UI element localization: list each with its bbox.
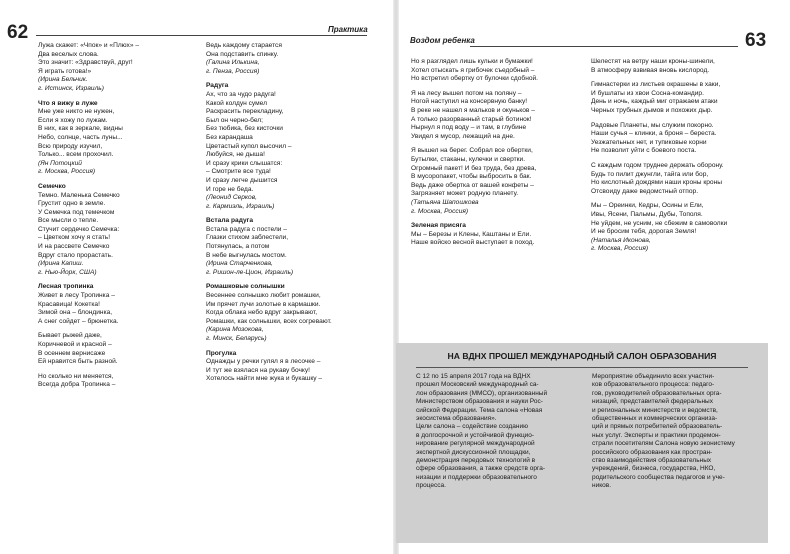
poem-line: Будь то пилит джунгли, тайга или бор, xyxy=(591,170,709,178)
poem-line: В них, как в зеркале, видны xyxy=(38,125,123,133)
poem-title: Ромашковые солнышки xyxy=(206,283,285,291)
news-text-line: Министерством образования и науки Рос- xyxy=(416,398,543,406)
poem-author: (Ян Потоцкий xyxy=(38,159,82,167)
poem-line: Темно. Маленька Семечко xyxy=(38,191,120,199)
poem-place: г. Кармиэль, Израиль) xyxy=(206,202,275,210)
right-column-1 xyxy=(411,58,581,248)
news-text-line: сфере образования, а также средств орга- xyxy=(416,465,546,473)
news-text-line: нирование регулярной международной xyxy=(416,440,535,448)
news-text-line: процесса. xyxy=(416,482,446,490)
poem-line: Любуйся, не дыша! xyxy=(206,151,265,159)
news-text-line: в долгосрочной и устойчивой функцио- xyxy=(416,431,535,439)
news-text-line: низации и поддержки образовательного xyxy=(416,473,537,481)
poem-line: С каждым годом труднее держать оборону. xyxy=(591,161,724,169)
poem-line: Бутылки, стаканы, кулечки и свертки. xyxy=(411,155,526,163)
poem-line: Наши сучья – клинки, а броня – береста. xyxy=(591,130,717,138)
right-running-header: Воздом ребенка xyxy=(410,36,475,45)
left-column-1 xyxy=(38,42,198,390)
poem-line: Небо, солнце, часть луны... xyxy=(38,133,123,141)
news-text-line: гов, руководителей образовательных орга- xyxy=(592,389,722,397)
poem-line: Ведь каждому старается xyxy=(206,42,282,49)
poem-line: Отсвоиду даже ведомстный отпор. xyxy=(591,187,699,195)
poem-line: Ромашки, как солнышки, всех согревают. xyxy=(206,317,332,325)
poem-line: Лужа скажет: «Чпок» и «Плюх» – xyxy=(38,42,140,49)
poem-place: г. Москва, Россия) xyxy=(411,207,469,215)
poem-line: В атмосферу взвивая вновь кислород. xyxy=(591,66,710,74)
news-text-line: родительского сообщества педагогов и уче- xyxy=(592,473,725,481)
poem-line: Однажды у речки гулял я в лесочке – xyxy=(206,358,321,366)
left-running-header: Практика xyxy=(328,25,368,34)
poem-line: И на рассвете Семечко xyxy=(38,243,110,251)
poem-line: Потянулась, а потом xyxy=(206,243,270,251)
news-text-line: ников. xyxy=(592,482,612,490)
poem-author: (Леонид Серков, xyxy=(206,194,257,202)
left-page-number: 62 xyxy=(7,22,29,43)
poem-line: Живет в лесу Тропинка – xyxy=(38,292,115,300)
poem-line: Я играть готова!» xyxy=(38,67,92,75)
poem-line: День и ночь, каждый миг отражаем атаки xyxy=(591,98,718,106)
news-text-line: ций и прямых потребителей образователь- xyxy=(592,423,723,431)
news-title: НА ВДНХ ПРОШЕЛ МЕЖДУНАРОДНЫЙ САЛОН ОБРАЗОВАНИЯ xyxy=(447,351,717,361)
poem-line: Ногой наступил на консервную банку! xyxy=(411,98,528,106)
poem-line: Вдруг стало прорастать. xyxy=(38,251,113,259)
poem-line: Мы – Березы и Клены, Каштаны и Ели. xyxy=(411,230,532,238)
poem-line: Я вышел на берег. Собрал все обертки, xyxy=(411,147,533,155)
poem-line: Бывает рыжей даже, xyxy=(38,332,102,340)
poem-line: Это значит: «Здравствуй, друг! xyxy=(38,59,133,67)
poem-place: г. Москва, Россия) xyxy=(38,168,96,176)
poem-line: Загрязняет может родную планету. xyxy=(411,190,519,198)
news-text-line: Мероприятие объединило всех участни- xyxy=(592,373,715,380)
poem-line: В небе выгнулась мостом. xyxy=(206,251,287,259)
news-text-line: лон образования (ММСО), организованный xyxy=(416,389,548,397)
poem-line: Если я хожу по лужам. xyxy=(38,116,108,124)
news-title-rule xyxy=(416,367,748,368)
left-column-2 xyxy=(206,42,376,384)
poem-line: Только... всем прохочил. xyxy=(38,151,114,159)
poem-line: Ведь даже обертка от вашей конфеты – xyxy=(411,181,534,189)
news-box xyxy=(396,343,768,543)
poem-title: Встала радуга xyxy=(206,217,254,225)
poem-place: г. Нью-Йорк, США) xyxy=(38,268,97,276)
news-text-line: страли посетителям Салона новую эконистему xyxy=(592,440,735,448)
news-column-1 xyxy=(416,373,584,491)
poem-line: А снег сойдет – брюнетка. xyxy=(38,317,119,325)
poem-line: Без тюбика, без кисточки xyxy=(206,125,283,133)
poem-line: Все мысли о тепле. xyxy=(38,217,99,225)
poem-author: (Ирина Капиш. xyxy=(38,260,84,268)
poem-line: Но я разглядел лишь кульки и бумажки! xyxy=(411,58,533,65)
poem-title: Прогулка xyxy=(206,349,237,357)
poem-line: В мусоропакет, чтобы выбросить в бак. xyxy=(411,173,532,181)
poem-line: Хотелось найти мне жука и букашку – xyxy=(206,375,323,383)
poem-line: Им прячет лучи золотые в кармашки. xyxy=(206,300,321,308)
news-text-line: низаций, представителей федеральных xyxy=(592,398,713,406)
poem-title: Зеленая присяга xyxy=(411,222,466,230)
poem-line: Шелестят на ветру наши кроны-шинели, xyxy=(591,58,715,65)
left-header-rule xyxy=(36,35,367,36)
poem-line: Стучит сердечко Семечка: xyxy=(38,225,120,233)
poem-line: Глазки стихом заблестели, xyxy=(206,234,289,242)
poem-line: Я на лесу вышел потом на поляну – xyxy=(411,89,522,97)
news-text-line: ство взаимодействия образовательных xyxy=(592,457,712,465)
poem-line: Мы – Ореинки, Кедры, Осины и Ели, xyxy=(591,202,704,210)
poem-line: И сразу крики слышатся: xyxy=(206,159,283,167)
poem-line: – Смотрите все туда! xyxy=(206,168,271,176)
poem-line: Черных трубных дымов и похожих дыр. xyxy=(591,106,713,114)
news-text-line: экспертной дискуссионной площадки, xyxy=(416,448,531,456)
poem-line: Не уйдем, не усним, не сбежим в самоволки xyxy=(591,219,728,227)
poem-line: Коричневой и красной – xyxy=(38,341,112,348)
poem-line: Весеннее солнышко любит ромашки, xyxy=(206,292,321,300)
poem-author: (Татьяна Шапошкова xyxy=(411,198,479,206)
poem-line: Мне уже никто не нужен, xyxy=(38,108,115,116)
poem-line: А только разорванный старый ботинок! xyxy=(411,115,532,123)
news-text-line: демонстрация передовых технологий в xyxy=(416,457,536,465)
poem-line: Наше войско весной выступает в поход. xyxy=(411,239,535,247)
poem-line: И тут же взялася на рукаву бочку! xyxy=(206,366,310,374)
news-text-line: С 12 по 15 апреля 2017 года на ВДНХ xyxy=(416,373,531,380)
poem-line: Но сколько ни меняется, xyxy=(38,372,114,380)
poem-place: г. Пенза, Россия) xyxy=(206,67,260,75)
news-text-line: ков образовательного процесса: педаго- xyxy=(592,381,715,389)
news-text-line: сийской Федерации. Тема салона «Новая xyxy=(416,406,543,414)
poem-line: Увидел я мусор, лежащий на дне. xyxy=(411,132,515,140)
poem-author: (Карина Мозокова, xyxy=(206,326,264,334)
poem-place: г. Ришон-ле-Цион, Израиль) xyxy=(206,268,294,276)
poem-line: Огромный пакет! И без труда, без древа, xyxy=(411,164,537,172)
poem-line: У Семечка под темечком xyxy=(38,208,115,216)
poem-line: Радовые Планеты, мы служим покорно. xyxy=(591,121,714,129)
news-text-line: Цели салона – содействие созданию xyxy=(416,423,528,431)
poem-line: Когда облака небо вдруг закрывают, xyxy=(206,309,318,317)
poem-line: Раскрасить перекладину, xyxy=(206,108,284,116)
poem-line: Ах, что за чудо радуга! xyxy=(206,90,276,98)
poem-line: Красавица! Кокетка! xyxy=(38,300,100,308)
poem-line: Уезжательных нет, и тупиковые корни xyxy=(591,138,707,146)
poem-line: Без карандаша xyxy=(206,133,253,141)
poem-title: Лесная тропинка xyxy=(38,283,94,291)
poem-author: (Галина Илькина, xyxy=(206,59,260,67)
right-column-2 xyxy=(591,58,766,254)
news-column-2 xyxy=(592,373,760,491)
poem-line: Гимнастерки из листьев окрашены в хаки, xyxy=(591,81,721,89)
news-text-line: общественных и коммерческих организа- xyxy=(592,415,718,423)
right-page-number: 63 xyxy=(745,30,767,51)
poem-line: И горе не беда. xyxy=(206,185,254,193)
poem-line: И бушлаты из хвои Сосна-командир. xyxy=(591,89,704,97)
poem-line: Два веселых слова. xyxy=(38,50,99,58)
poem-line: Зимой она – блондинка, xyxy=(38,309,113,317)
poem-line: Встала радуга с постели – xyxy=(206,225,287,233)
poem-line: И не бросим тебя, дорогая Земля! xyxy=(591,228,697,236)
poem-line: Цветастый купол высочил – xyxy=(206,142,292,150)
news-text-line: российского образования как простран- xyxy=(592,448,713,456)
poem-line: Нырнул я под воду – и там, в глубине xyxy=(411,124,527,132)
poem-line: Не позволит уйти с боевого поста. xyxy=(591,147,697,155)
poem-line: И сразу легче дышится xyxy=(206,176,278,184)
news-text-line: ных услуг. Эксперты и практики продемон- xyxy=(592,431,721,439)
poem-line: Но кислотный дождями наши кроны кроны xyxy=(591,179,722,187)
poem-line: Был он черно-бел; xyxy=(206,116,263,124)
poem-place: г. Москва, Россия) xyxy=(591,245,649,253)
news-text-line: экосистема образования». xyxy=(416,415,497,423)
poem-place: г. Минск, Беларусь) xyxy=(206,335,267,342)
news-text-line: учреждений, бизнеса, государства, НКО, xyxy=(592,465,716,473)
poem-line: Грустит одно в земле. xyxy=(38,200,106,208)
news-text-line: прошел Московский международный са- xyxy=(416,381,539,389)
news-text-line: и региональных министерств и ведомств, xyxy=(592,406,718,414)
poem-author: (Наталья Иконова, xyxy=(591,236,651,244)
poem-line: Хотел отыскать я грибочек съедобный – xyxy=(411,66,535,74)
poem-place: г. Истинск, Израиль) xyxy=(38,84,104,92)
poem-line: – Цветком хочу я стать! xyxy=(38,234,111,242)
poem-title: Что я вижу в луже xyxy=(38,99,98,107)
poem-line: В осеннем вернисаже xyxy=(38,349,106,357)
poem-line: Ивы, Ясени, Пальмы, Дубы, Тополя. xyxy=(591,210,703,218)
poem-line: Ей нравится быть разной. xyxy=(38,358,118,366)
poem-title: Семечко xyxy=(38,182,66,190)
poem-line: Какой колдун сумел xyxy=(206,99,267,107)
poem-line: Она подставить спинку. xyxy=(206,50,279,58)
poem-author: (Ирина Старченкова, xyxy=(206,260,273,268)
poem-title: Радуга xyxy=(206,82,229,90)
right-header-rule xyxy=(470,46,738,47)
poem-line: Всю природу изучил, xyxy=(38,142,103,150)
poem-line: Всегда добра Тропинка – xyxy=(38,381,116,389)
poem-line: Но встретил обертку от булочки сдобной. xyxy=(411,75,539,83)
poem-line: В реке не нашел я мальков и окуньков – xyxy=(411,106,535,114)
poem-author: (Ирина Бельчик. xyxy=(38,76,88,84)
